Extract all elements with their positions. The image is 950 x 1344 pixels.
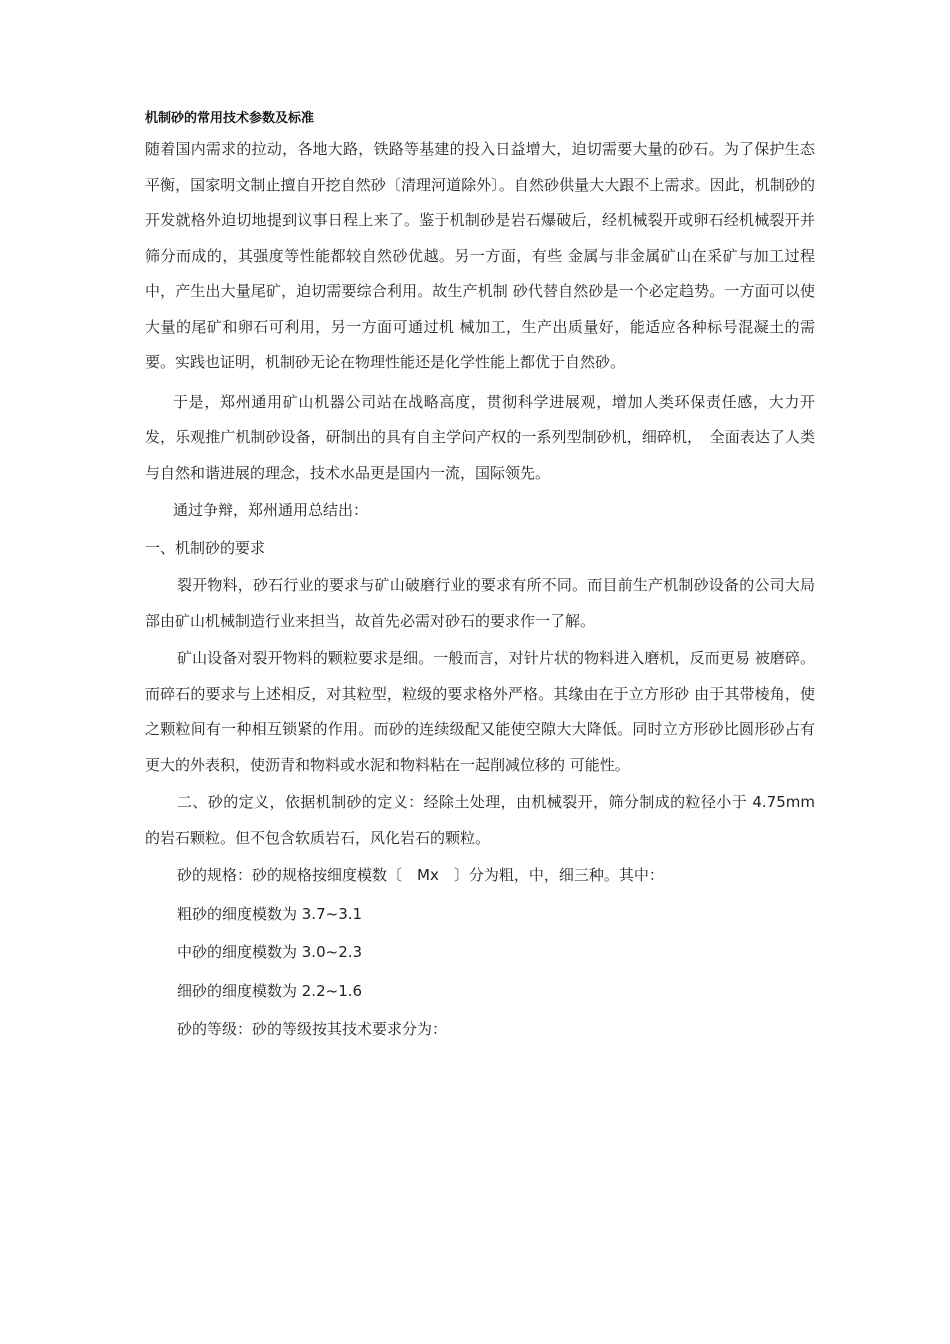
sand-spec-coarse: 粗砂的细度模数为 3.7~3.1 <box>177 904 363 923</box>
sand-spec-fine: 细砂的细度模数为 2.2~1.6 <box>177 981 363 1000</box>
paragraph-definition: 二、砂的定义，依据机制砂的定义：经除土处理，由机械裂开，筛分制成的粒径小于 4.75mm 的岩石颗粒。但不包含软质岩石，风化岩石的颗粒。 <box>145 793 815 847</box>
paragraph-company: 于是，郑州通用矿山机器公司站在战略高度，贯彻科学进展观，增加人类环保责任感，大力开发，乐观推广机制砂设备，研制出的具有自主学问产权的一系列型制砂机，细碎机， 全面表达了人类与自然和谐进展的理念，技术水品更是国内一流，国际领先。 <box>145 392 815 482</box>
sand-spec-medium: 中砂的细度模数为 3.0~2.3 <box>177 943 363 961</box>
paragraph-intro: 随着国内需求的拉动，各地大路，铁路等基建的投入日益增大，迫切需要大量的砂石。为了保护生态平衡，国家明文制止擅自开挖自然砂〔清理河道除外〕。自然砂供量大大跟不上需求。因此，机制砂的开发就格外迫切地提到议事日程上来了。鉴于机制砂是岩石爆破后，经机械裂开或卵石经机械裂开并筛分而成的，其强度等性能都较自然砂优越。另一方面，有些 金属与非金属矿山在采矿与加工过程中，产生出大量尾矿，迫切需要综合利用。故生产机制 砂代替自然砂是一个必定趋势。一方面可以使大量的尾矿和卵石可利用，另一方面可通过机 械加工，生产出质量好，能适应各种标号混凝土的需要。实践也证明，机制砂无论在物理性能还是化学性能上都优于自然砂。 <box>145 140 815 371</box>
paragraph-particles: 矿山设备对裂开物料的颗粒要求是细。一般而言，对针片状的物料进入磨机，反而更易 被磨碎。而碎石的要求与上述相反，对其粒型，粒级的要求格外严格。其缘由在于立方形砂 由于其带棱角，使之颗粒间有一种相互锁紧的作用。而砂的连续级配又能使空隙大大降低。同时立方形砂比圆形砂占有更大的外表积，使沥青和物料或水泥和物料粘在一起削减位移的 可能性。 <box>145 649 815 774</box>
sand-grade-intro: 砂的等级：砂的等级按其技术要求分为： <box>177 1020 448 1038</box>
paragraph-summary: 通过争辩，郑州通用总结出： <box>173 501 369 519</box>
paragraph-crushing: 裂开物料，砂石行业的要求与矿山破磨行业的要求有所不同。而目前生产机制砂设备的公司大局部由矿山机械制造行业来担当，故首先必需对砂石的要求作一了解。 <box>145 576 815 630</box>
sand-spec-intro: 砂的规格：砂的规格按细度模数〔 Mx 〕分为粗，中，细三种。其中： <box>177 866 664 884</box>
section-heading-requirements: 一、机制砂的要求 <box>145 538 266 557</box>
document-page <box>145 108 815 1049</box>
document-title: 机制砂的常用技术参数及标准 <box>145 111 315 126</box>
